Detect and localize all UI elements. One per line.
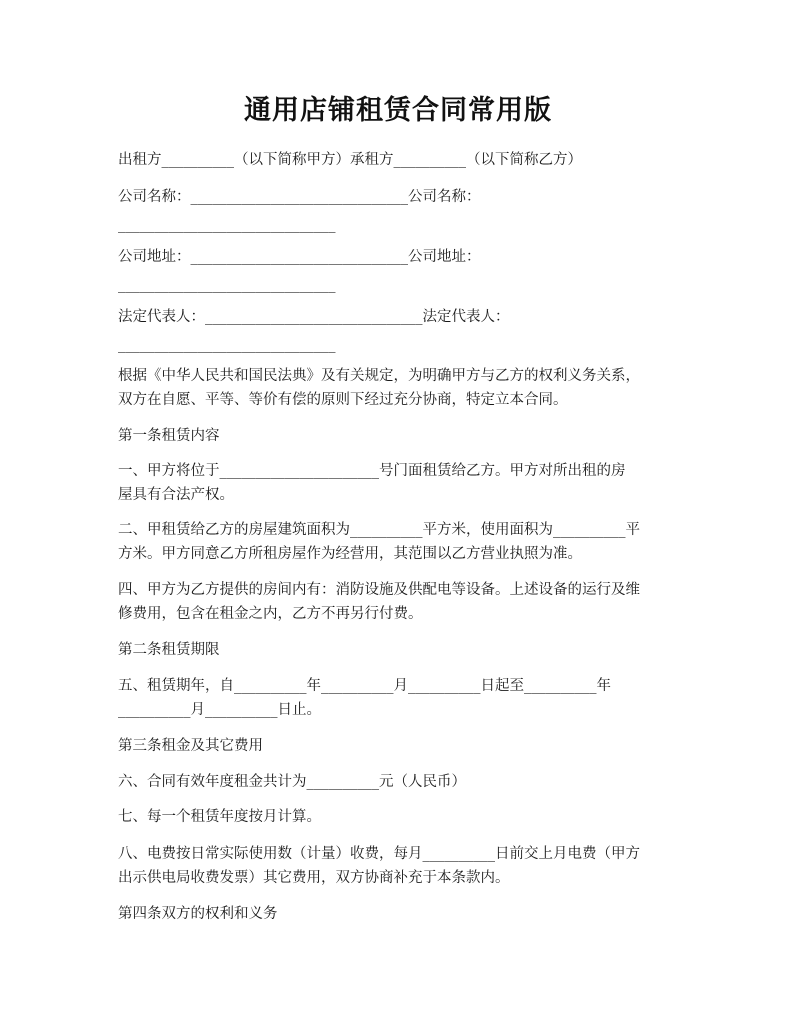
article-1-heading: 第一条租赁内容 xyxy=(118,428,220,444)
clause-8-line-1: 八、电费按日常实际使用数（计量）收费，每月__________日前交上月电费（甲方 xyxy=(118,846,640,862)
legal-rep-blank: ______________________________ xyxy=(118,337,336,353)
article-3-heading: 第三条租金及其它费用 xyxy=(118,738,263,754)
article-4-heading: 第四条双方的权利和义务 xyxy=(118,906,278,922)
clause-7-line: 七、每一个租赁年度按月计算。 xyxy=(118,809,321,825)
article-2-heading: 第二条租赁期限 xyxy=(118,642,220,658)
clause-1-line-2: 屋具有合法产权。 xyxy=(118,487,234,503)
clause-4-line-1: 四、甲方为乙方提供的房间内有：消防设施及供配电等设备。上述设备的运行及维 xyxy=(118,582,640,598)
clause-4-line-2: 修费用，包含在租金之内，乙方不再另行付费。 xyxy=(118,606,423,622)
company-name-line: 公司名称：______________________________公司名称： xyxy=(118,189,481,205)
preamble-line-2: 双方在自愿、平等、等价有偿的原则下经过充分协商，特定立本合同。 xyxy=(118,392,568,408)
document-title: 通用店铺租赁合同常用版 xyxy=(244,95,552,126)
clause-1-line-1: 一、甲方将位于______________________号门面租赁给乙方。甲方对所出租的房 xyxy=(118,463,626,479)
parties-line: 出租方__________（以下简称甲方）承租方__________（以下简称乙方） xyxy=(118,152,582,168)
clause-2-line-1: 二、甲租赁给乙方的房屋建筑面积为__________平方米，使用面积为__________平 xyxy=(118,522,640,538)
legal-rep-line: 法定代表人：______________________________法定代表人： xyxy=(118,309,510,325)
company-name-blank: ______________________________ xyxy=(118,217,336,233)
clause-2-line-2: 方米。甲方同意乙方所租房屋作为经营用，其范围以乙方营业执照为准。 xyxy=(118,546,582,562)
clause-6-line: 六、合同有效年度租金共计为__________元（人民币） xyxy=(118,774,466,790)
company-address-line: 公司地址：______________________________公司地址： xyxy=(118,249,481,265)
clause-5-line-2: __________月__________日止。 xyxy=(118,702,321,718)
company-address-blank: ______________________________ xyxy=(118,277,336,293)
clause-5-line-1: 五、租赁期年，自__________年__________月__________日起至__________年 xyxy=(118,678,611,694)
clause-8-line-2: 出示供电局收费发票）其它费用，双方协商补充于本条款内。 xyxy=(118,870,510,886)
preamble-line-1: 根据《中华人民共和国民法典》及有关规定，为明确甲方与乙方的权利义务关系， xyxy=(118,368,640,384)
